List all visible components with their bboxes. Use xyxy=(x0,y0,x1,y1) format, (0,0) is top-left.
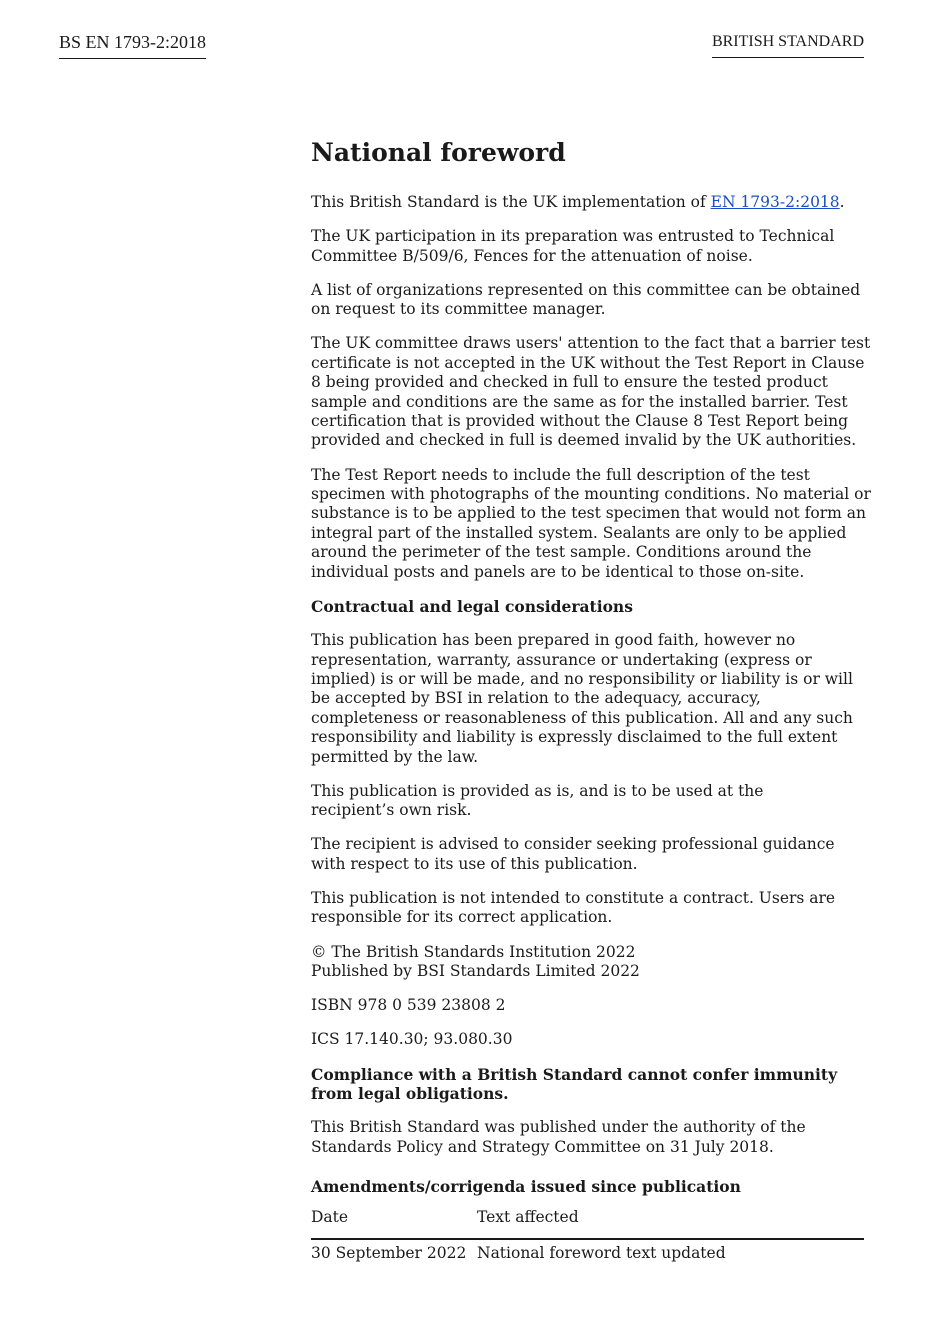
contractual-heading: Contractual and legal considerations xyxy=(311,596,633,616)
page-title: National foreword xyxy=(311,138,566,167)
amendment-text: National foreword text updated xyxy=(477,1243,726,1262)
certificate-paragraph: The UK committee draws users' attention to the fact that a barrier test certificate is not accepted in the UK without the Test Report in Clause 8 being provided and checked in full to ensure the tested product sample and conditions are the same as for the installed barrier. Test certification that is provided without the Clause 8 Test Report being provided and checked in full is deemed invalid by the UK authorities. xyxy=(311,334,871,450)
own-risk-paragraph: This publication is provided as is, and is to be used at the recipient’s own risk. xyxy=(311,781,764,820)
good-faith-paragraph: This publication has been prepared in good faith, however no representation, warranty, assurance or undertaking (express or implied) is or will be made, and no responsibility or liability is or will be accepted by BSI in relation to the adequacy, accuracy, completeness or reasonableness of this publication. All and any such responsibility and liability is expressly disclaimed to the full extent permitted by the law. xyxy=(311,631,853,766)
copyright-notice: © The British Standards Institution 2022 Published by BSI Standards Limited 2022 xyxy=(311,942,640,980)
implementation-text: This British Standard is the UK implementation of xyxy=(311,193,711,211)
publication-authority-paragraph: This British Standard was published under the authority of the Standards Policy and Strategy Committee on 31 July 2018. xyxy=(311,1118,806,1156)
amendment-date: 30 September 2022 xyxy=(311,1243,467,1262)
text-affected-column-header: Text affected xyxy=(477,1204,864,1238)
amendments-title: Amendments/corrigenda issued since publication xyxy=(311,1177,741,1196)
document-type-label: BRITISH STANDARD xyxy=(712,31,864,58)
implementation-paragraph xyxy=(311,193,871,212)
compliance-notice: Compliance with a British Standard cannot confer immunity from legal obligations. xyxy=(311,1064,838,1103)
document-id: BS EN 1793-2:2018 xyxy=(59,30,206,59)
table-row xyxy=(311,1239,864,1263)
amendments-header-row xyxy=(311,1204,864,1238)
implementation-period: . xyxy=(839,193,845,211)
organizations-paragraph: A list of organizations represented on this committee can be obtained on request to its committee manager. xyxy=(311,280,861,319)
isbn: ISBN 978 0 539 23808 2 xyxy=(311,996,506,1015)
guidance-paragraph: The recipient is advised to consider seeking professional guidance with respect to its use of this publication. xyxy=(311,835,835,873)
committee-paragraph: The UK participation in its preparation was entrusted to Technical Committee B/509/6, Fences for the attenuation of noise. xyxy=(311,227,835,265)
main-content xyxy=(311,136,871,1263)
amendments-table xyxy=(311,1204,864,1263)
test-report-paragraph: The Test Report needs to include the full description of the test specimen with photographs of the mounting conditions. No material or substance is to be applied to the test specimen that would not form an integral part of the installed system. Sealants are only to be applied around the perimeter of the test sample. Conditions around the individual posts and panels are to be identical to those on-site. xyxy=(311,465,871,581)
date-column-header: Date xyxy=(311,1204,477,1238)
not-contract-paragraph: This publication is not intended to constitute a contract. Users are responsible for its correct application. xyxy=(311,888,836,927)
en-standard-link[interactable]: EN 1793-2:2018 xyxy=(710,193,840,211)
ics-codes: ICS 17.140.30; 93.080.30 xyxy=(311,1030,513,1049)
